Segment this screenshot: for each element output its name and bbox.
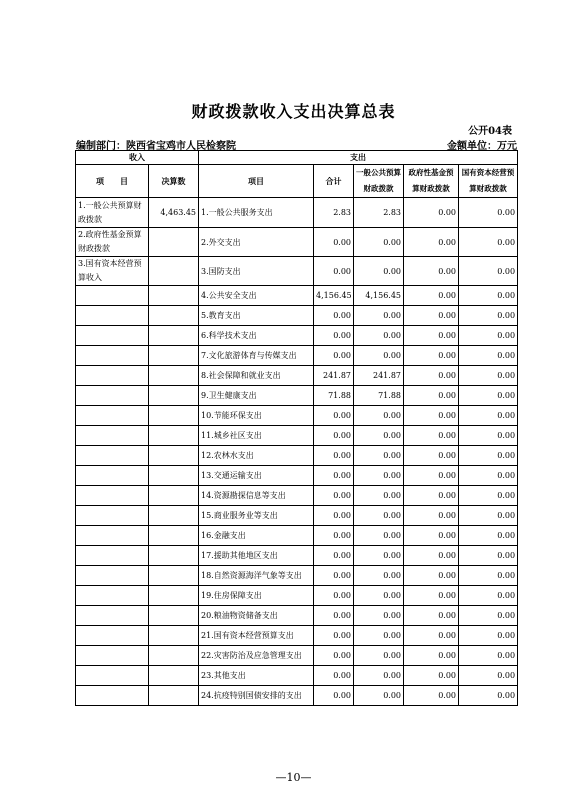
col-expense-item: 项目 — [199, 165, 314, 198]
report-title: 财政拨款收入支出决算总表 — [191, 102, 396, 121]
income-item-value — [149, 306, 199, 326]
col-income-final: 决算数 — [149, 165, 199, 198]
table-row — [76, 257, 518, 286]
page-number: —10— — [275, 771, 312, 784]
expense-item-label: 9.卫生健康支出 — [199, 386, 314, 406]
income-item-label — [76, 686, 149, 706]
expense-total: 0.00 — [314, 466, 354, 486]
expense-fund: 0.00 — [404, 666, 459, 686]
expense-item-label: 7.文化旅游体育与传媒支出 — [199, 346, 314, 366]
table-row — [76, 646, 518, 666]
expense-state: 0.00 — [459, 406, 518, 426]
table-row — [76, 198, 518, 228]
table-row — [76, 626, 518, 646]
table-row — [76, 486, 518, 506]
income-item-value — [149, 666, 199, 686]
income-item-value — [149, 386, 199, 406]
income-item-label — [76, 566, 149, 586]
expense-fund: 0.00 — [404, 626, 459, 646]
expense-fund: 0.00 — [404, 198, 459, 228]
expense-item-label: 19.住房保障支出 — [199, 586, 314, 606]
expense-fund: 0.00 — [404, 426, 459, 446]
expense-fund: 0.00 — [404, 606, 459, 626]
expense-item-label: 17.援助其他地区支出 — [199, 546, 314, 566]
expense-item-label: 14.资源勘探信息等支出 — [199, 486, 314, 506]
income-item-label: 2.政府性基金预算财政拨款 — [76, 228, 149, 257]
expense-header: 支出 — [199, 151, 518, 165]
income-item-value — [149, 366, 199, 386]
income-item-label — [76, 546, 149, 566]
income-item-label — [76, 286, 149, 306]
expense-item-label: 10.节能环保支出 — [199, 406, 314, 426]
table-row — [76, 426, 518, 446]
expense-general: 0.00 — [354, 546, 404, 566]
income-item-value — [149, 446, 199, 466]
expense-fund: 0.00 — [404, 386, 459, 406]
income-item-label — [76, 366, 149, 386]
expense-total: 0.00 — [314, 606, 354, 626]
expense-total: 2.83 — [314, 198, 354, 228]
expense-item-label: 16.金融支出 — [199, 526, 314, 546]
expense-item-label: 3.国防支出 — [199, 257, 314, 286]
income-item-label — [76, 326, 149, 346]
table-row — [76, 326, 518, 346]
income-item-label — [76, 666, 149, 686]
income-item-value — [149, 626, 199, 646]
expense-item-label: 4.公共安全支出 — [199, 286, 314, 306]
table-row — [76, 686, 518, 706]
expense-general: 0.00 — [354, 228, 404, 257]
expense-total: 0.00 — [314, 426, 354, 446]
col-state-capital: 国有资本经营预算财政拨款 — [459, 165, 518, 198]
income-item-label — [76, 466, 149, 486]
col-general-budget: 一般公共预算财政拨款 — [354, 165, 404, 198]
income-item-value — [149, 406, 199, 426]
expense-general: 0.00 — [354, 306, 404, 326]
expense-total: 0.00 — [314, 257, 354, 286]
expense-state: 0.00 — [459, 366, 518, 386]
expense-total: 0.00 — [314, 546, 354, 566]
table-body — [76, 198, 518, 706]
expense-general: 0.00 — [354, 526, 404, 546]
expense-item-label: 23.其他支出 — [199, 666, 314, 686]
expense-fund: 0.00 — [404, 286, 459, 306]
expense-fund: 0.00 — [404, 646, 459, 666]
expense-state: 0.00 — [459, 386, 518, 406]
expense-general: 0.00 — [354, 666, 404, 686]
income-item-value — [149, 506, 199, 526]
income-item-label — [76, 346, 149, 366]
expense-item-label: 24.抗疫特别国债安排的支出 — [199, 686, 314, 706]
expense-general: 0.00 — [354, 446, 404, 466]
expense-total: 0.00 — [314, 486, 354, 506]
expense-total: 0.00 — [314, 406, 354, 426]
expense-state: 0.00 — [459, 486, 518, 506]
expense-general: 0.00 — [354, 626, 404, 646]
income-item-label: 1.一般公共预算财政拨款 — [76, 198, 149, 228]
expense-item-label: 5.教育支出 — [199, 306, 314, 326]
table-row — [76, 386, 518, 406]
table-row — [76, 466, 518, 486]
income-item-label — [76, 506, 149, 526]
expense-item-label: 2.外交支出 — [199, 228, 314, 257]
expense-fund: 0.00 — [404, 506, 459, 526]
expense-total: 0.00 — [314, 586, 354, 606]
expense-total: 0.00 — [314, 326, 354, 346]
income-item-label — [76, 626, 149, 646]
income-item-label — [76, 606, 149, 626]
expense-state: 0.00 — [459, 586, 518, 606]
expense-state: 0.00 — [459, 257, 518, 286]
table-row — [76, 286, 518, 306]
expense-total: 0.00 — [314, 446, 354, 466]
income-item-value — [149, 286, 199, 306]
table-row — [76, 346, 518, 366]
income-item-label — [76, 386, 149, 406]
expense-item-label: 15.商业服务业等支出 — [199, 506, 314, 526]
income-item-value — [149, 566, 199, 586]
table-row — [76, 526, 518, 546]
income-item-label — [76, 426, 149, 446]
expense-fund: 0.00 — [404, 306, 459, 326]
income-item-value — [149, 466, 199, 486]
table-row — [76, 406, 518, 426]
expense-general: 241.87 — [354, 366, 404, 386]
expense-general: 0.00 — [354, 486, 404, 506]
expense-total: 241.87 — [314, 366, 354, 386]
expense-total: 0.00 — [314, 506, 354, 526]
unit-label: 金额单位：万元 — [447, 141, 517, 152]
income-item-value — [149, 546, 199, 566]
income-item-label — [76, 406, 149, 426]
expense-item-label: 12.农林水支出 — [199, 446, 314, 466]
income-item-value — [149, 346, 199, 366]
income-item-value — [149, 426, 199, 446]
expense-general: 0.00 — [354, 586, 404, 606]
income-item-label: 3.国有资本经营预算收入 — [76, 257, 149, 286]
expense-total: 0.00 — [314, 566, 354, 586]
expense-general: 0.00 — [354, 606, 404, 626]
income-item-label — [76, 526, 149, 546]
expense-item-label: 6.科学技术支出 — [199, 326, 314, 346]
final-accounts-table — [75, 150, 518, 706]
income-item-label — [76, 446, 149, 466]
expense-item-label: 21.国有资本经营预算支出 — [199, 626, 314, 646]
expense-fund: 0.00 — [404, 228, 459, 257]
table-row — [76, 506, 518, 526]
expense-general: 0.00 — [354, 646, 404, 666]
income-item-value — [149, 526, 199, 546]
income-item-value — [149, 606, 199, 626]
expense-fund: 0.00 — [404, 526, 459, 546]
expense-general: 71.88 — [354, 386, 404, 406]
table-row — [76, 666, 518, 686]
org-label: 编制部门：陕西省宝鸡市人民检察院 — [76, 141, 236, 152]
expense-general: 2.83 — [354, 198, 404, 228]
expense-fund: 0.00 — [404, 366, 459, 386]
expense-item-label: 11.城乡社区支出 — [199, 426, 314, 446]
expense-state: 0.00 — [459, 286, 518, 306]
expense-state: 0.00 — [459, 466, 518, 486]
income-header: 收入 — [76, 151, 199, 165]
expense-general: 0.00 — [354, 406, 404, 426]
income-item-value — [149, 326, 199, 346]
expense-state: 0.00 — [459, 198, 518, 228]
expense-state: 0.00 — [459, 446, 518, 466]
expense-state: 0.00 — [459, 666, 518, 686]
table-row — [76, 228, 518, 257]
expense-general: 0.00 — [354, 426, 404, 446]
expense-total: 0.00 — [314, 646, 354, 666]
income-item-value — [149, 486, 199, 506]
income-item-label — [76, 586, 149, 606]
expense-general: 0.00 — [354, 566, 404, 586]
expense-item-label: 20.粮油物资储备支出 — [199, 606, 314, 626]
expense-general: 4,156.45 — [354, 286, 404, 306]
expense-fund: 0.00 — [404, 546, 459, 566]
table-row — [76, 446, 518, 466]
expense-state: 0.00 — [459, 606, 518, 626]
expense-state: 0.00 — [459, 426, 518, 446]
expense-item-label: 1.一般公共服务支出 — [199, 198, 314, 228]
expense-general: 0.00 — [354, 466, 404, 486]
expense-state: 0.00 — [459, 228, 518, 257]
col-total: 合计 — [314, 165, 354, 198]
expense-state: 0.00 — [459, 526, 518, 546]
expense-item-label: 13.交通运输支出 — [199, 466, 314, 486]
expense-state: 0.00 — [459, 546, 518, 566]
income-item-label — [76, 486, 149, 506]
expense-total: 4,156.45 — [314, 286, 354, 306]
expense-total: 0.00 — [314, 228, 354, 257]
expense-fund: 0.00 — [404, 326, 459, 346]
income-item-label — [76, 646, 149, 666]
expense-state: 0.00 — [459, 306, 518, 326]
expense-item-label: 8.社会保障和就业支出 — [199, 366, 314, 386]
col-fund-budget: 政府性基金预算财政拨款 — [404, 165, 459, 198]
table-row — [76, 546, 518, 566]
table-row — [76, 606, 518, 626]
expense-state: 0.00 — [459, 346, 518, 366]
income-item-value: 4,463.45 — [149, 198, 199, 228]
expense-state: 0.00 — [459, 686, 518, 706]
expense-fund: 0.00 — [404, 566, 459, 586]
expense-fund: 0.00 — [404, 257, 459, 286]
table-row — [76, 566, 518, 586]
expense-state: 0.00 — [459, 626, 518, 646]
expense-fund: 0.00 — [404, 346, 459, 366]
expense-state: 0.00 — [459, 506, 518, 526]
expense-total: 71.88 — [314, 386, 354, 406]
expense-fund: 0.00 — [404, 686, 459, 706]
expense-item-label: 22.灾害防治及应急管理支出 — [199, 646, 314, 666]
col-income-item: 项 目 — [76, 165, 149, 198]
expense-state: 0.00 — [459, 566, 518, 586]
income-item-value — [149, 646, 199, 666]
expense-fund: 0.00 — [404, 586, 459, 606]
income-item-value — [149, 586, 199, 606]
expense-item-label: 18.自然资源海洋气象等支出 — [199, 566, 314, 586]
expense-general: 0.00 — [354, 686, 404, 706]
expense-general: 0.00 — [354, 326, 404, 346]
expense-total: 0.00 — [314, 526, 354, 546]
expense-total: 0.00 — [314, 686, 354, 706]
expense-fund: 0.00 — [404, 466, 459, 486]
expense-general: 0.00 — [354, 257, 404, 286]
expense-state: 0.00 — [459, 326, 518, 346]
expense-general: 0.00 — [354, 506, 404, 526]
expense-fund: 0.00 — [404, 406, 459, 426]
expense-total: 0.00 — [314, 306, 354, 326]
table-row — [76, 306, 518, 326]
expense-total: 0.00 — [314, 666, 354, 686]
expense-fund: 0.00 — [404, 446, 459, 466]
form-code: 公开04表 — [468, 126, 512, 137]
income-item-value — [149, 257, 199, 286]
income-item-label — [76, 306, 149, 326]
expense-fund: 0.00 — [404, 486, 459, 506]
expense-state: 0.00 — [459, 646, 518, 666]
income-item-value — [149, 228, 199, 257]
expense-general: 0.00 — [354, 346, 404, 366]
expense-total: 0.00 — [314, 346, 354, 366]
income-item-value — [149, 686, 199, 706]
expense-total: 0.00 — [314, 626, 354, 646]
table-row — [76, 366, 518, 386]
table-row — [76, 586, 518, 606]
